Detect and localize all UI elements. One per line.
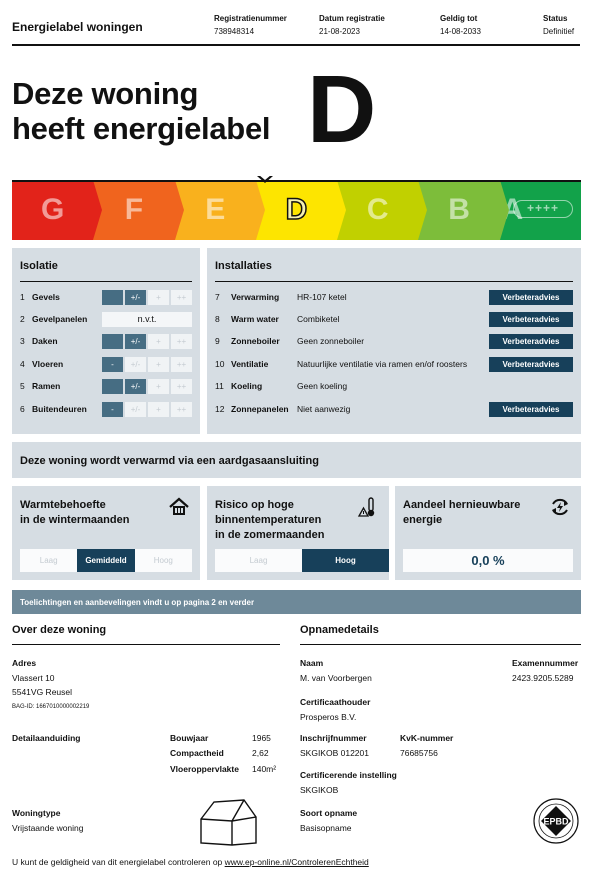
energy-class-d: D <box>256 180 337 240</box>
opname-section-title: Opnamedetails <box>300 624 379 636</box>
risico-scale <box>215 549 389 572</box>
installatie-row: 11 Koeling Geen koeling <box>215 381 348 391</box>
warmte-hoog: Hoog <box>135 549 192 572</box>
energy-class-g: G <box>12 180 93 240</box>
rating-cell: + <box>148 357 169 372</box>
installaties-panel <box>207 248 581 434</box>
isolatie-row: 3 Daken +/- + ++ <box>20 333 196 349</box>
rating-cell: ++ <box>171 402 192 417</box>
rating-cell <box>102 334 123 349</box>
naam-value: M. van Voorbergen <box>300 673 372 683</box>
adres-city: 5541VG Reusel <box>12 687 73 697</box>
hero-energy-label: D <box>307 56 377 163</box>
isolatie-title: Isolatie <box>20 260 58 272</box>
energy-class-a: A ++++ <box>500 180 581 240</box>
installatie-row: 8 Warm water Combiketel <box>215 314 340 324</box>
bouwjaar-value: 1965 <box>252 733 271 743</box>
thermometer-warning-icon <box>357 496 379 518</box>
plus-badge: ++++ <box>513 200 573 218</box>
bouwjaar-label: Bouwjaar <box>170 733 209 743</box>
footer-note: U kunt de geldigheid van dit energielabel controleren op www.ep-online.nl/ControlerenEchtheid <box>12 857 369 867</box>
adres-street: Vlassert 10 <box>12 673 55 683</box>
detached-house-icon <box>198 797 260 847</box>
rating-cell <box>102 290 123 305</box>
risico-laag: Laag <box>215 549 302 572</box>
naam-label: Naam <box>300 658 324 668</box>
header-status: Status Definitief <box>543 14 575 36</box>
energy-class-e: E <box>175 180 256 240</box>
vloeroppervlakte-value: 140m² <box>252 764 277 774</box>
compactheid-label: Compactheid <box>170 748 224 758</box>
rating-cell: ++ <box>171 334 192 349</box>
installatie-row: 7 Verwarming HR-107 ketel <box>215 292 347 302</box>
isolatie-rating <box>102 379 192 394</box>
house-icon <box>168 496 190 518</box>
energy-class-b: B <box>418 180 499 240</box>
rating-cell: +/- <box>125 290 146 305</box>
rating-cell: + <box>148 290 169 305</box>
epbd-logo <box>532 797 580 845</box>
isolatie-panel <box>12 248 200 434</box>
hernieuwbare-energie-panel <box>395 486 581 580</box>
warmte-gemiddeld: Gemiddeld <box>77 549 134 572</box>
energy-class-f: F <box>93 180 174 240</box>
hero-title: Deze woning heeft energielabel <box>12 76 271 146</box>
verbeteradvies-button[interactable]: Verbeteradvies <box>489 312 573 327</box>
header-datum-registratie: Datum registratie 21-08-2023 <box>319 14 385 36</box>
soort-opname-label: Soort opname <box>300 808 358 818</box>
certificerende-instelling-value: SKGIKOB <box>300 785 339 795</box>
installaties-title: Installaties <box>215 260 272 272</box>
isolatie-row: 2 Gevelpanelen n.v.t. <box>20 311 196 327</box>
certificaathouder-value: Prosperos B.V. <box>300 712 357 722</box>
recycle-energy-icon <box>549 496 571 518</box>
woningtype-label: Woningtype <box>12 808 61 818</box>
installatie-row: 9 Zonneboiler Geen zonneboiler <box>215 336 365 346</box>
certificaathouder-label: Certificaathouder <box>300 697 371 707</box>
rating-cell: + <box>148 334 169 349</box>
current-class-pointer <box>257 176 273 183</box>
woningtype-value: Vrijstaande woning <box>12 823 84 833</box>
hernieuwbare-energie-title: Aandeel hernieuwbare energie <box>403 499 521 526</box>
kvk-label: KvK-nummer <box>400 733 454 743</box>
examennummer-label: Examennummer <box>512 658 579 668</box>
isolatie-row: 4 Vloeren - +/- + ++ <box>20 356 196 372</box>
hernieuwbare-energie-value: 0,0 % <box>403 549 573 572</box>
warmtebehoefte-scale <box>20 549 192 572</box>
heating-source: Deze woning wordt verwarmd via een aardgasaansluiting <box>12 442 581 478</box>
warmtebehoefte-title: Warmtebehoefte in de wintermaanden <box>20 499 130 526</box>
verbeteradvies-button[interactable]: Verbeteradvies <box>489 402 573 417</box>
isolatie-rating <box>102 334 192 349</box>
risico-title: Risico op hoge binnentemperaturen in de zomermaanden <box>215 499 325 541</box>
risico-panel <box>207 486 389 580</box>
verbeteradvies-button[interactable]: Verbeteradvies <box>489 334 573 349</box>
installatie-row: 10 Ventilatie Natuurlijke ventilatie via ramen en/of roosters <box>215 359 468 369</box>
rating-cell: ++ <box>171 379 192 394</box>
header-registratienummer: Registratienummer 738948314 <box>214 14 287 36</box>
compactheid-value: 2,62 <box>252 748 269 758</box>
inschrijfnummer-value: SKGIKOB 012201 <box>300 748 369 758</box>
soort-opname-value: Basisopname <box>300 823 352 833</box>
isolatie-row: 1 Gevels +/- + ++ <box>20 289 196 305</box>
certificerende-instelling-label: Certificerende instelling <box>300 770 397 780</box>
isolatie-rating <box>102 402 192 417</box>
rating-cell: ++ <box>171 290 192 305</box>
verbeteradvies-button[interactable]: Verbeteradvies <box>489 357 573 372</box>
verbeteradvies-button[interactable]: Verbeteradvies <box>489 290 573 305</box>
isolatie-row: 5 Ramen +/- + ++ <box>20 378 196 394</box>
rating-cell: + <box>148 402 169 417</box>
rating-cell: +/- <box>125 379 146 394</box>
warmte-laag: Laag <box>20 549 77 572</box>
kvk-value: 76685756 <box>400 748 438 758</box>
header-geldig-tot: Geldig tot 14-08-2033 <box>440 14 481 36</box>
installatie-row: 12 Zonnepanelen Niet aanwezig <box>215 404 351 414</box>
bag-id: BAG-ID: 1667010000002219 <box>12 704 90 710</box>
isolatie-rating <box>102 312 192 327</box>
rating-cell: +/- <box>125 334 146 349</box>
isolatie-rating <box>102 357 192 372</box>
warmtebehoefte-panel <box>12 486 200 580</box>
examennummer-value: 2423.9205.5289 <box>512 673 574 683</box>
toelichting-banner: Toelichtingen en aanbevelingen vindt u op pagina 2 en verder <box>12 590 581 614</box>
isolatie-rating <box>102 290 192 305</box>
rating-cell: - <box>102 402 123 417</box>
vloeroppervlakte-label: Vloeroppervlakte <box>170 764 239 774</box>
verification-link[interactable]: www.ep-online.nl/ControlerenEchtheid <box>224 857 369 867</box>
rating-cell: ++ <box>171 357 192 372</box>
rating-cell: + <box>148 379 169 394</box>
svg-text:EPBD: EPBD <box>543 816 569 827</box>
rating-cell: +/- <box>125 357 146 372</box>
detailaanduiding-label: Detailaanduiding <box>12 733 81 743</box>
risico-hoog: Hoog <box>302 549 389 572</box>
rating-cell: +/- <box>125 402 146 417</box>
document-header <box>12 8 580 46</box>
woning-section-title: Over deze woning <box>12 624 107 636</box>
inschrijfnummer-label: Inschrijfnummer <box>300 733 367 743</box>
document-title: Energielabel woningen <box>12 20 143 34</box>
energy-scale <box>12 180 581 240</box>
rating-cell: n.v.t. <box>102 312 192 327</box>
rating-cell <box>102 379 123 394</box>
adres-label: Adres <box>12 658 37 668</box>
rating-cell: - <box>102 357 123 372</box>
energy-class-c: C <box>337 180 418 240</box>
isolatie-row: 6 Buitendeuren - +/- + ++ <box>20 401 196 417</box>
